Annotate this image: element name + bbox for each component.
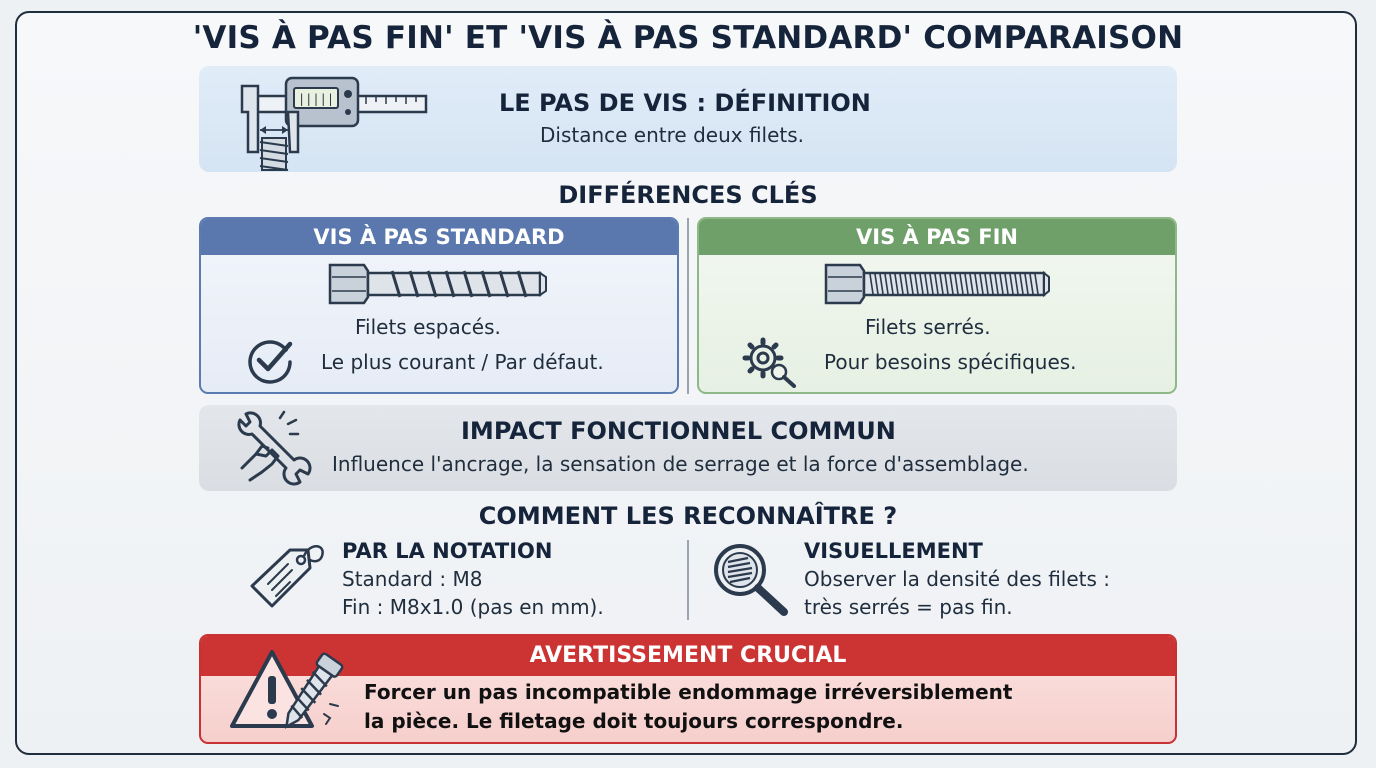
check-icon <box>246 338 296 384</box>
wrench-hand-icon <box>232 410 312 488</box>
fine-thread-text: Filets serrés. <box>865 315 991 339</box>
fine-usage-text: Pour besoins spécifiques. <box>824 350 1077 374</box>
differences-title: DIFFÉRENCES CLÉS <box>558 181 818 209</box>
caliper-icon <box>236 72 432 172</box>
standard-thread-text: Filets espacés. <box>355 315 501 339</box>
gear-magnifier-icon <box>741 334 797 388</box>
standard-card-header: VIS À PAS STANDARD <box>201 219 677 255</box>
caliper-display: ||||| <box>297 92 335 106</box>
differences-divider <box>687 218 689 394</box>
standard-usage-text: Le plus courant / Par défaut. <box>321 350 604 374</box>
page-title: 'VIS À PAS FIN' ET 'VIS À PAS STANDARD' COMPARAISON <box>192 20 1184 56</box>
visual-line1: Observer la densité des filets : <box>804 567 1111 591</box>
notation-standard: Standard : M8 <box>342 567 483 591</box>
definition-title: LE PAS DE VIS : DÉFINITION <box>499 89 871 117</box>
fine-screw-icon <box>824 259 1052 309</box>
magnifier-icon <box>710 540 792 618</box>
impact-title: IMPACT FONCTIONNEL COMMUN <box>461 417 896 445</box>
warning-line2: la pièce. Le filetage doit toujours correspondre. <box>364 709 904 733</box>
notation-title: PAR LA NOTATION <box>342 539 553 563</box>
tag-icon <box>246 538 328 614</box>
visual-title: VISUELLEMENT <box>804 539 983 563</box>
broken-screw-icon <box>270 648 350 738</box>
impact-text: Influence l'ancrage, la sensation de serrage et la force d'assemblage. <box>332 452 1029 476</box>
notation-fine: Fin : M8x1.0 (pas en mm). <box>342 595 604 619</box>
recognize-divider <box>687 540 689 620</box>
recognize-title: COMMENT LES RECONNAÎTRE ? <box>478 502 898 530</box>
standard-screw-icon <box>328 259 550 309</box>
warning-line1: Forcer un pas incompatible endommage irréversiblement <box>364 680 1013 704</box>
fine-card-header: VIS À PAS FIN <box>699 219 1175 255</box>
visual-line2: très serrés = pas fin. <box>804 595 1013 619</box>
definition-text: Distance entre deux filets. <box>540 123 805 147</box>
warning-header: AVERTISSEMENT CRUCIAL <box>201 636 1175 676</box>
